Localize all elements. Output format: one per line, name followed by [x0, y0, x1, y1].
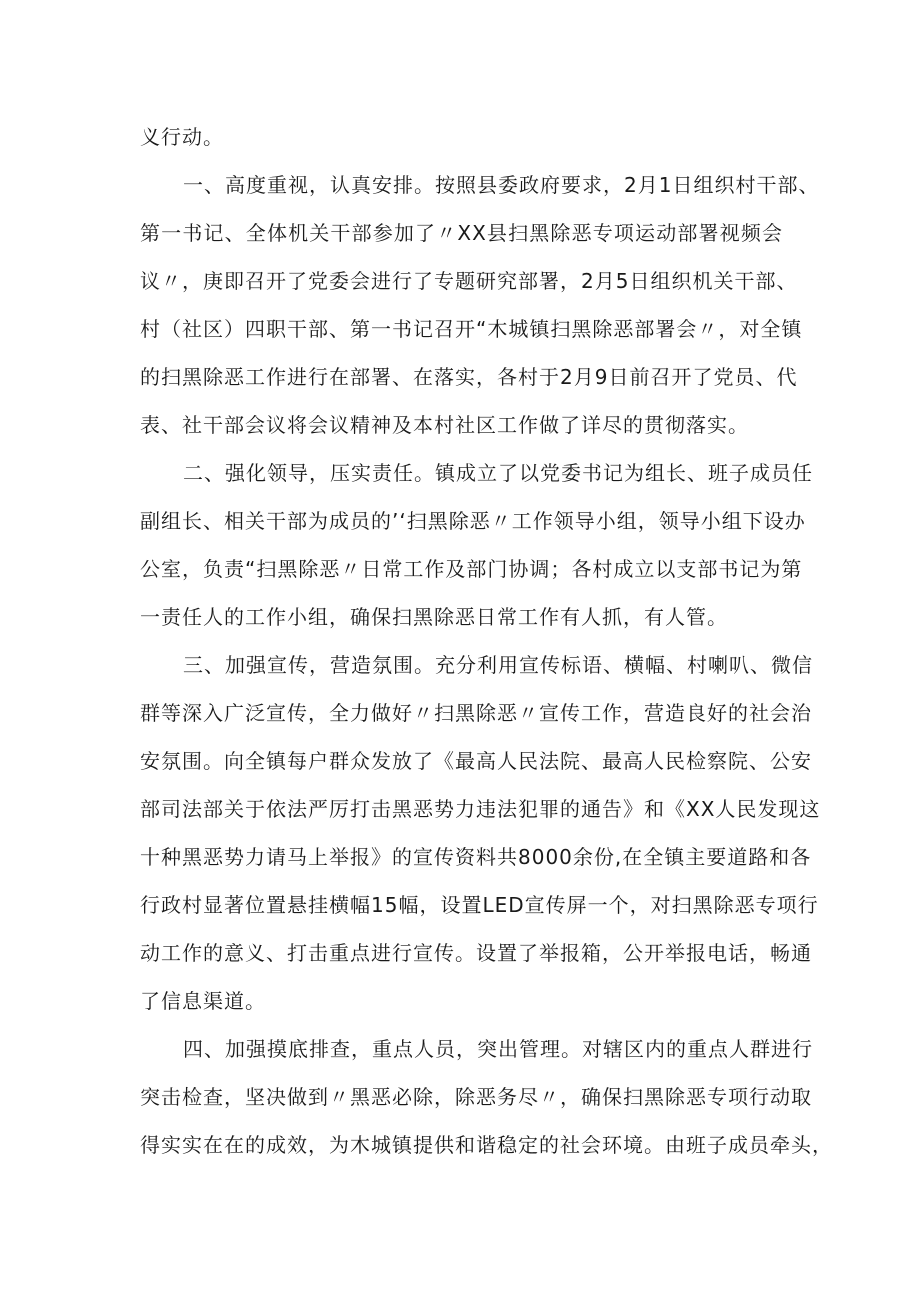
- paragraph-3-line: 部司法部关于依法严厉打击黑恶势力违法犯罪的通告》和《XX人民发现这: [140, 797, 821, 821]
- paragraph-2-line: 副组长、相关干部为成员的’‘扫黑除恶〃工作领导小组，领导小组下设办: [140, 509, 806, 533]
- paragraph-1-line: 议〃，庚即召开了党委会进行了专题研究部署，2月5日组织机关干部、: [140, 269, 798, 293]
- paragraph-3-line: 行政村显著位置悬挂横幅15幅，设置LED宣传屏一个，对扫黑除恶专项行: [140, 893, 819, 917]
- text-line: 义行动。: [140, 125, 224, 149]
- paragraph-1-line: 表、社干部会议将会议精神及本村社区工作做了详尽的贯彻落实。: [140, 413, 749, 437]
- paragraph-2-line: 一责任人的工作小组，确保扫黑除恶日常工作有人抓，有人管。: [140, 605, 728, 629]
- paragraph-3-line: 十种黑恶势力请马上举报》的宣传资料共8000余份,在全镇主要道路和各: [140, 845, 812, 869]
- paragraph-1-line: 一、高度重视，认真安排。按照县委政府要求，2月1日组织村干部、: [183, 173, 820, 197]
- paragraph-2-line: 公室，负责“扫黑除恶〃日常工作及部门协调；各村成立以支部书记为第: [140, 557, 803, 581]
- paragraph-4-line: 四、加强摸底排查，重点人员，突出管理。对辖区内的重点人群进行: [183, 1037, 813, 1061]
- paragraph-3-line: 了信息渠道。: [140, 989, 266, 1013]
- paragraph-3-line: 群等深入广泛宣传，全力做好〃扫黑除恶〃宣传工作，营造良好的社会治: [140, 701, 812, 725]
- paragraph-4-line: 突击检查，坚决做到〃黑恶必除，除恶务尽〃，确保扫黑除恶专项行动取: [140, 1085, 812, 1109]
- paragraph-1-line: 第一书记、全体机关干部参加了〃XX县扫黑除恶专项运动部署视频会: [140, 221, 783, 245]
- paragraph-1-line: 的扫黑除恶工作进行在部署、在落实，各村于2月9日前召开了党员、代: [140, 365, 798, 389]
- paragraph-1-line: 村（社区）四职干部、第一书记召开“木城镇扫黑除恶部署会〃，对全镇: [140, 317, 803, 341]
- paragraph-3-line: 安氛围。向全镇每户群众发放了《最高人民法院、最高人民检察院、公安: [140, 749, 812, 773]
- paragraph-3-line: 动工作的意义、打击重点进行宣传。设置了举报箱，公开举报电话，畅通: [140, 941, 812, 965]
- paragraph-4-line: 得实实在在的成效，为木城镇提供和谐稳定的社会环境。由班子成员牵头，: [140, 1133, 833, 1157]
- paragraph-2-line: 二、强化领导，压实责任。镇成立了以党委书记为组长、班子成员任: [183, 461, 813, 485]
- paragraph-3-line: 三、加强宣传，营造氛围。充分利用宣传标语、横幅、村喇叭、微信: [183, 653, 813, 677]
